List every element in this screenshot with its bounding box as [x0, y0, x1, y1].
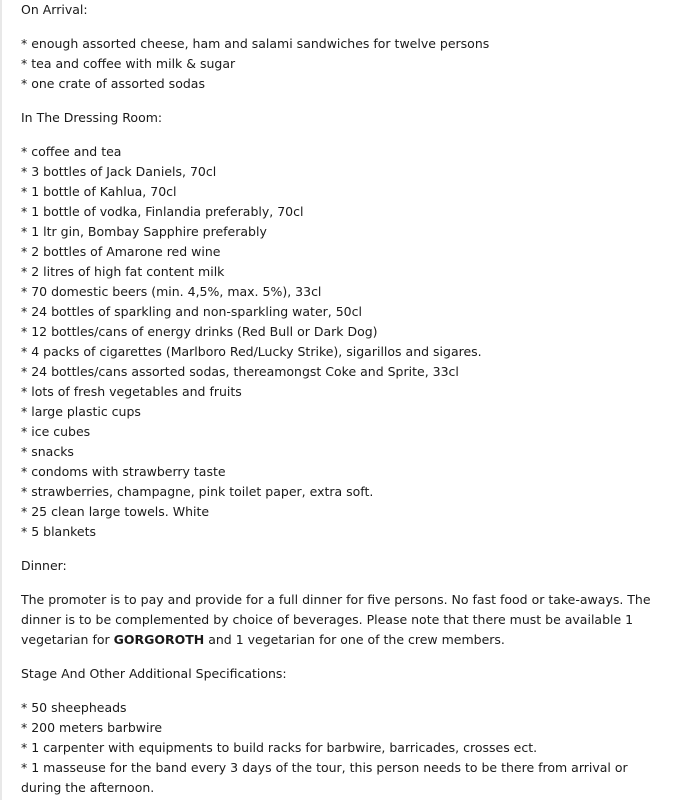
- list-item: * 200 meters barbwire: [21, 720, 163, 735]
- list-item: * lots of fresh vegetables and fruits: [21, 384, 242, 399]
- list-item: * strawberries, champagne, pink toilet paper, extra soft.: [21, 484, 374, 499]
- list-item: * one crate of assorted sodas: [21, 76, 205, 91]
- list-item: * 1 masseuse for the band every 3 days of the tour, this person needs to be there from arrival or during the afternoon.: [21, 760, 628, 795]
- list-item: * 1 bottle of vodka, Finlandia preferably, 70cl: [21, 204, 304, 219]
- dressing-room-heading: In The Dressing Room:: [21, 110, 163, 125]
- list-item: * 24 bottles/cans assorted sodas, thereamongst Coke and Sprite, 33cl: [21, 364, 459, 379]
- dinner-heading: Dinner:: [21, 558, 67, 573]
- list-item: * 3 bottles of Jack Daniels, 70cl: [21, 164, 217, 179]
- list-item: * 5 blankets: [21, 524, 97, 539]
- list-item: * ice cubes: [21, 424, 91, 439]
- list-item: * 24 bottles of sparkling and non-sparkling water, 50cl: [21, 304, 362, 319]
- list-item: * enough assorted cheese, ham and salami sandwiches for twelve persons: [21, 36, 490, 51]
- stage-heading: Stage And Other Additional Specifications:: [21, 666, 287, 681]
- list-item: * 2 litres of high fat content milk: [21, 264, 225, 279]
- dinner-text-before: The promoter is to pay and provide for a full dinner for five persons. No fast food or take-aways. The dinner is to be complemented by choice of beverages. Please note that there must be available 1 vegetarian for: [21, 592, 651, 647]
- list-item: * 1 bottle of Kahlua, 70cl: [21, 184, 177, 199]
- dinner-paragraph: [21, 590, 671, 650]
- list-item: * snacks: [21, 444, 74, 459]
- band-name: GORGOROTH: [113, 632, 205, 647]
- list-item: * 4 packs of cigarettes (Marlboro Red/Lucky Strike), sigarillos and sigares.: [21, 344, 482, 359]
- dressing-room-list: [21, 142, 671, 542]
- rider-document: [21, 0, 671, 798]
- list-item: * 50 sheepheads: [21, 700, 127, 715]
- dinner-text-after: and 1 vegetarian for one of the crew members.: [204, 632, 505, 647]
- list-item: * large plastic cups: [21, 404, 141, 419]
- left-border: [0, 0, 2, 800]
- list-item: * coffee and tea: [21, 144, 122, 159]
- list-item: * 12 bottles/cans of energy drinks (Red Bull or Dark Dog): [21, 324, 378, 339]
- list-item: * 2 bottles of Amarone red wine: [21, 244, 221, 259]
- stage-list: [21, 698, 671, 798]
- list-item: * condoms with strawberry taste: [21, 464, 226, 479]
- list-item: * 70 domestic beers (min. 4,5%, max. 5%), 33cl: [21, 284, 322, 299]
- list-item: * tea and coffee with milk & sugar: [21, 56, 236, 71]
- list-item: * 1 carpenter with equipments to build racks for barbwire, barricades, crosses ect.: [21, 740, 538, 755]
- list-item: * 25 clean large towels. White: [21, 504, 210, 519]
- arrival-list: [21, 34, 671, 94]
- arrival-heading: On Arrival:: [21, 2, 88, 17]
- list-item: * 1 ltr gin, Bombay Sapphire preferably: [21, 224, 267, 239]
